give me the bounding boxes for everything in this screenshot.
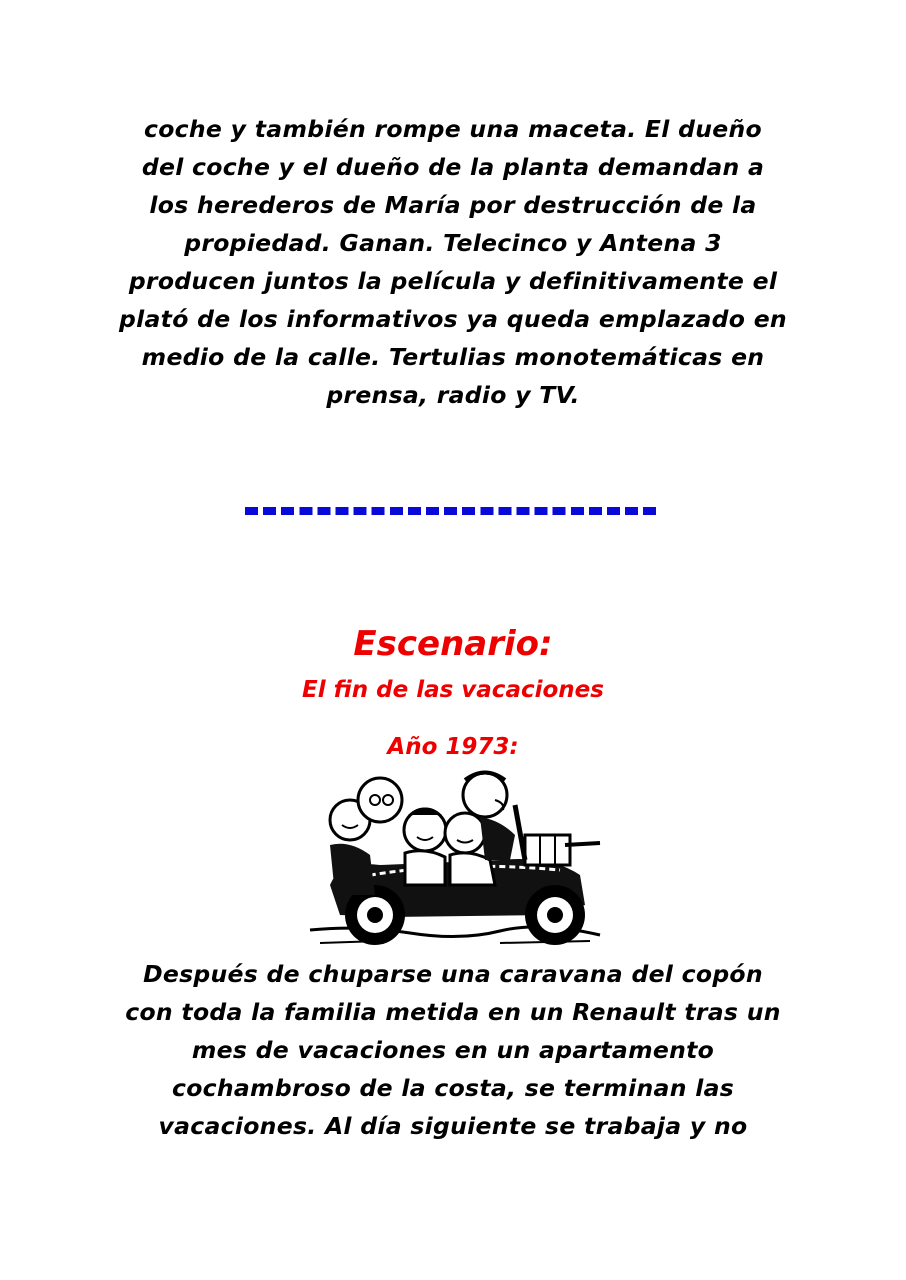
year-label: Año 1973: bbox=[387, 734, 519, 760]
text-line: con toda la familia metida en un Renault tras un bbox=[125, 998, 781, 1026]
text-line: prensa, radio y TV. bbox=[326, 381, 580, 409]
text-line: propiedad. Ganan. Telecinco y Antena 3 bbox=[184, 229, 722, 257]
text-line: Después de chuparse una caravana del copón bbox=[143, 960, 763, 988]
text-line: cochambroso de la costa, se terminan las bbox=[171, 1074, 735, 1102]
family-car-illustration-icon bbox=[300, 765, 606, 951]
text-line: del coche y el dueño de la planta demandan a bbox=[141, 153, 765, 181]
text-line: los herederos de María por destrucción de la bbox=[149, 191, 757, 219]
text-line: vacaciones. Al día siguiente se trabaja y no bbox=[158, 1112, 748, 1140]
paragraph-top bbox=[110, 110, 796, 414]
section-subtitle: El fin de las vacaciones bbox=[302, 677, 604, 703]
text-line: producen juntos la película y definitivamente el bbox=[128, 267, 778, 295]
section-title: Escenario: bbox=[353, 624, 553, 664]
dashed-separator bbox=[245, 507, 661, 515]
text-line: medio de la calle. Tertulias monotemáticas en bbox=[141, 343, 765, 371]
paragraph-bottom bbox=[110, 955, 796, 1145]
text-line: mes de vacaciones en un apartamento bbox=[191, 1036, 715, 1064]
text-line: coche y también rompe una maceta. El dueño bbox=[144, 115, 762, 143]
text-line: plató de los informativos ya queda emplazado en bbox=[119, 305, 787, 333]
